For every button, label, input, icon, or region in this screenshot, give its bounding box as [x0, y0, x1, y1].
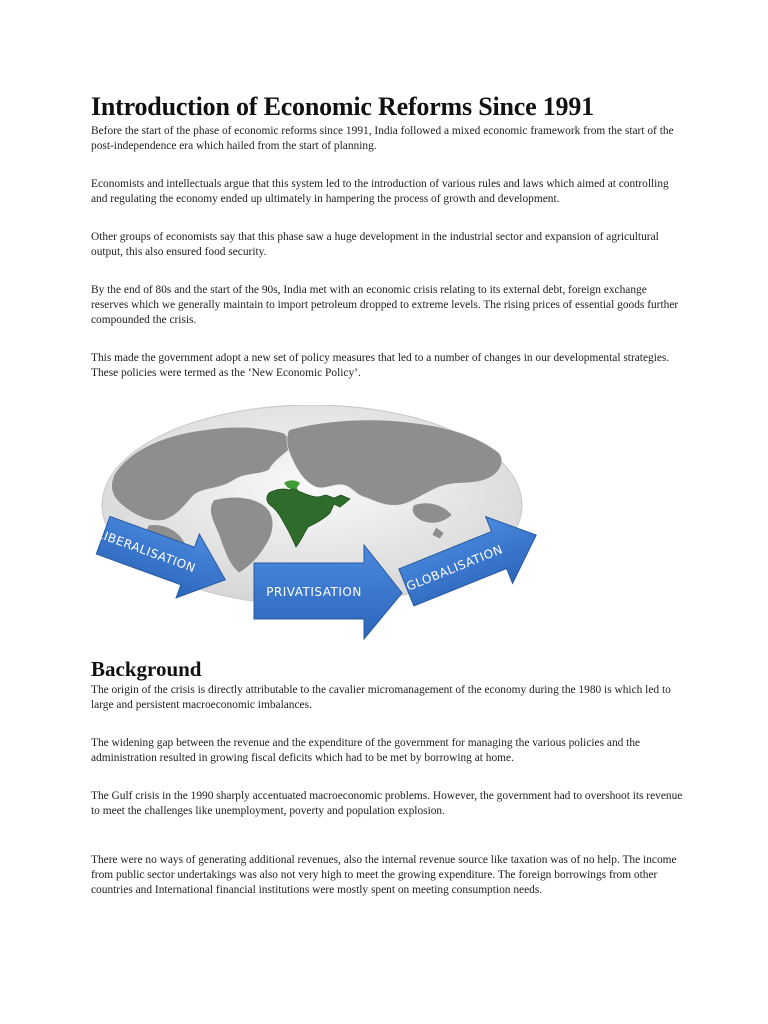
liberalisation-label: LIBERALISATION: [95, 526, 198, 576]
globe-illustration: [94, 405, 549, 640]
privatisation-label: PRIVATISATION: [266, 585, 362, 599]
economic-reforms-figure: [94, 405, 549, 640]
background-paragraph-3: The Gulf crisis in the 1990 sharply accentuated macroeconomic problems. However, the government had to overshoot its revenue to meet the challenges like unemployment, poverty and population explosion.: [91, 790, 683, 817]
intro-paragraph-4: By the end of 80s and the start of the 90s, India met with an economic crisis relating to its external debt, foreign exchange reserves which we generally maintain to import petroleum dropped to extreme levels. The rising prices of essential goods further compounded the crisis.: [91, 284, 679, 326]
background-paragraph-2: The widening gap between the revenue and the expenditure of the government for managing the various policies and the administration resulted in growing fiscal deficits which had to be met by borrowing at home.: [91, 737, 641, 764]
intro-paragraph-5: This made the government adopt a new set of policy measures that led to a number of changes in our developmental strategies. These policies were termed as the ‘New Economic Policy’.: [91, 352, 670, 379]
globalisation-label: GLOBALISATION: [404, 542, 505, 594]
background-paragraph-1: The origin of the crisis is directly attributable to the cavalier micromanagement of the economy during the 1980 is which led to large and persistent macroeconomic imbalances.: [91, 684, 671, 711]
intro-paragraph-3: Other groups of economists say that this phase saw a huge development in the industrial sector and expansion of agricultural output, this also ensured food security.: [91, 231, 659, 258]
document-title: Introduction of Economic Reforms Since 1991: [91, 92, 594, 121]
intro-paragraph-2: Economists and intellectuals argue that this system led to the introduction of various rules and laws which aimed at controlling and regulating the economy ended up ultimately in hampering the process of growth and development.: [91, 178, 669, 205]
background-heading: Background: [91, 657, 202, 681]
background-paragraph-4: There were no ways of generating additional revenues, also the internal revenue source like taxation was of no help. The income from public sector undertakings was also not very high to meet the growing expenditure. The foreign borrowings from other countries and International financial institutions were mostly spent on meeting consumption needs.: [91, 854, 677, 896]
intro-paragraph-1: Before the start of the phase of economic reforms since 1991, India followed a mixed economic framework from the start of the post-independence era which hailed from the start of planning.: [91, 125, 674, 152]
